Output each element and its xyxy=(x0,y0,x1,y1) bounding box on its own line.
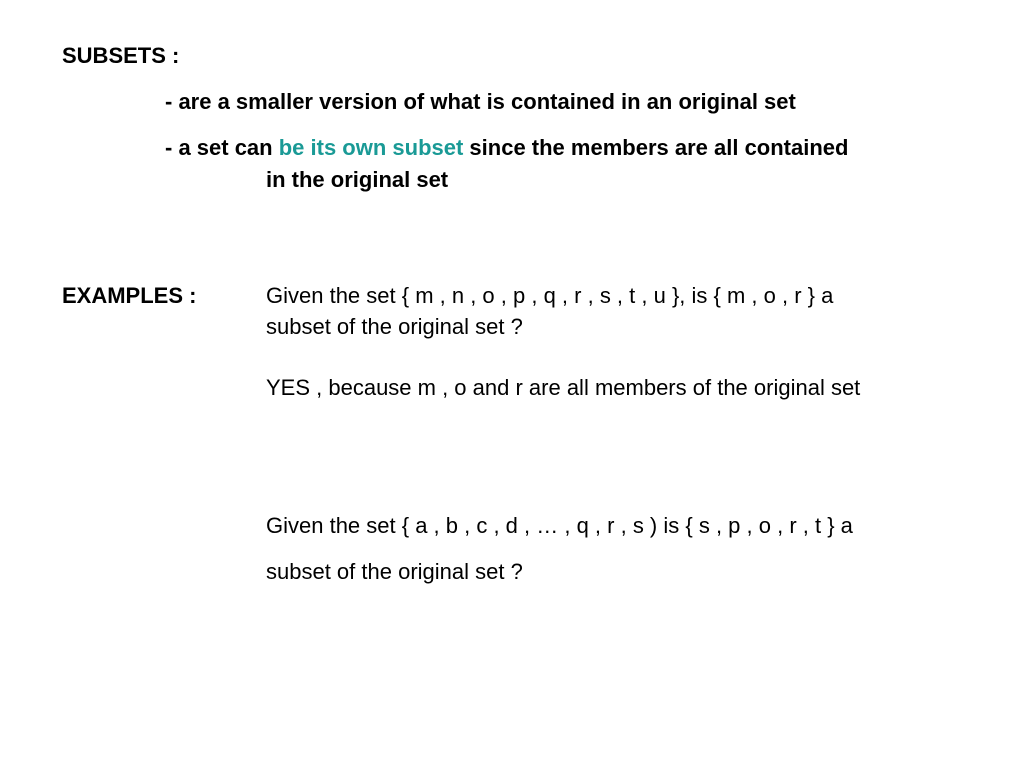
subsets-bullet-1: - are a smaller version of what is contained in an original set xyxy=(165,89,796,114)
bullet-2-text-before: - a set can xyxy=(165,135,279,160)
example-1-question-line-2: subset of the original set ? xyxy=(266,314,523,339)
example-1-answer: YES , because m , o and r are all members of the original set xyxy=(266,375,861,400)
example-2-question-line-1: Given the set { a , b , c , d , … , q , r , s ) is { s , p , o , r , t } a xyxy=(266,513,853,538)
subsets-bullet-2 xyxy=(165,137,848,159)
subsets-bullet-2-continuation: in the original set xyxy=(266,167,449,192)
bullet-2-highlight: be its own subset xyxy=(278,135,464,160)
example-2-question-line-2: subset of the original set ? xyxy=(266,559,523,584)
subsets-heading: SUBSETS : xyxy=(62,43,180,68)
bullet-2-text-after: since the members are all contained xyxy=(463,135,849,160)
examples-heading: EXAMPLES : xyxy=(62,283,197,308)
example-1-question-line-1: Given the set { m , n , o , p , q , r , s , t , u }, is { m , o , r } a xyxy=(266,283,834,308)
